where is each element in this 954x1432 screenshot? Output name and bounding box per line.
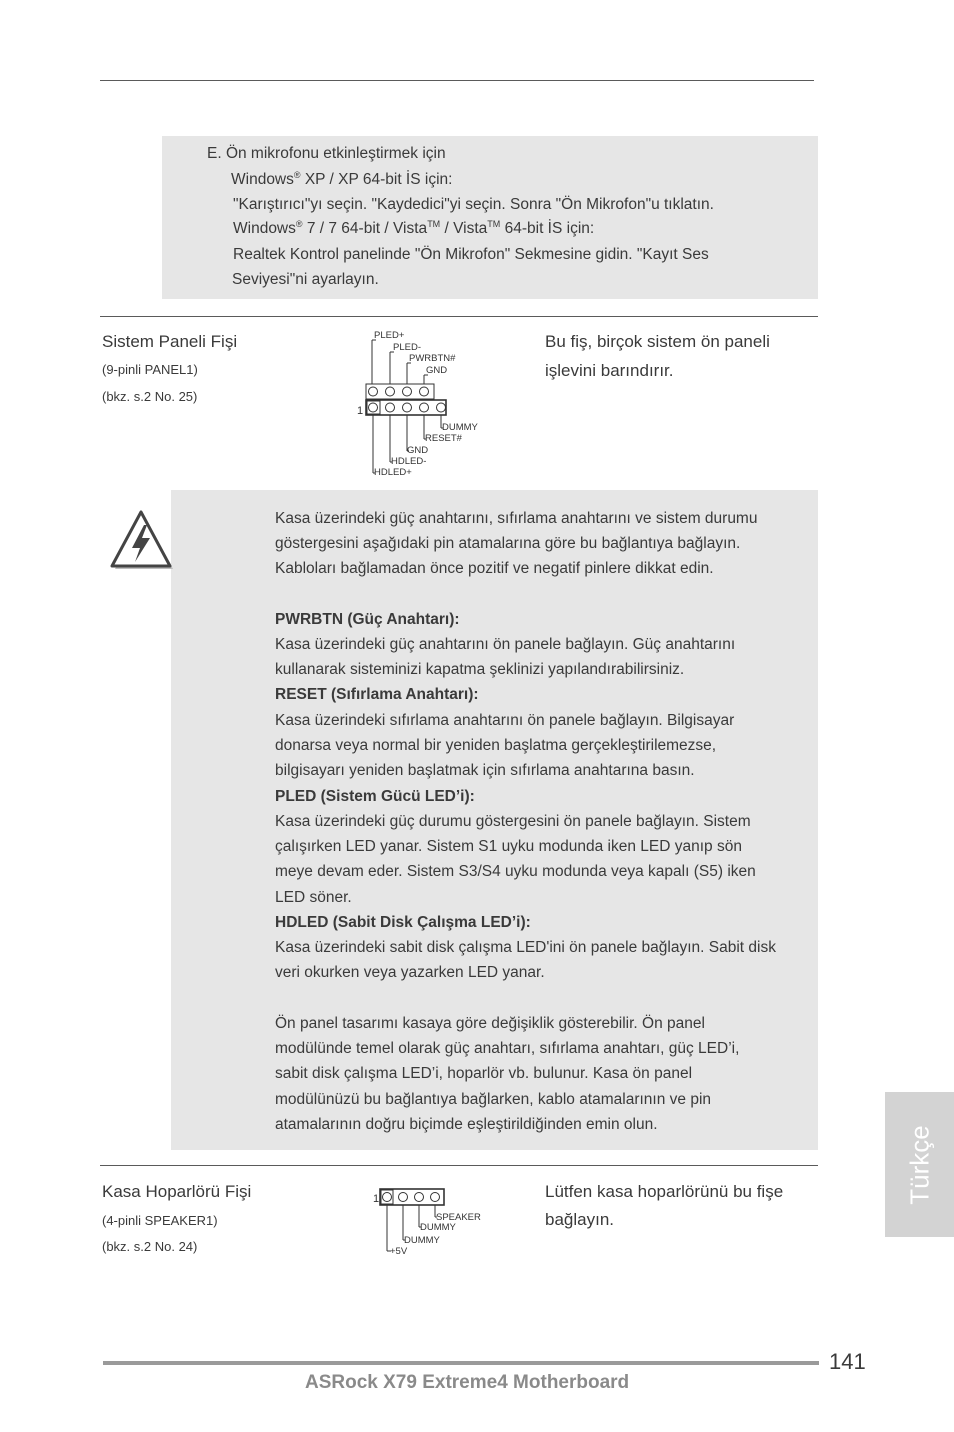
pwrbtn-text-2: kullanarak sisteminizi kapatma şeklinizi yapılandırabilirsiniz. bbox=[275, 661, 685, 678]
reset-text-2: donarsa veya normal bir yeniden başlatma gerçekleştirilemezse, bbox=[275, 737, 717, 754]
language-tab-label: Türkçe bbox=[904, 1124, 934, 1205]
page-number: 141 bbox=[829, 1349, 866, 1374]
hdled-minus-label: HDLED- bbox=[391, 456, 427, 467]
speaker-pin1-label: 1 bbox=[373, 1193, 380, 1205]
speaker-header-ref: (bkz. s.2 No. 24) bbox=[102, 1239, 198, 1254]
pin1-label: 1 bbox=[357, 405, 364, 417]
speaker-5v-label: +5V bbox=[390, 1246, 408, 1257]
pled-text-3: meye devam eder. Sistem S3/S4 uyku modunda veya kapalı (S5) iken bbox=[275, 863, 756, 880]
note-text-4: modülünüzü bu bağlantıya bağlarken, kablo atamalarının ve pin bbox=[275, 1091, 712, 1108]
pled-text-2: çalışırken LED yanar. Sistem S1 uyku modunda iken LED yanıp sön bbox=[275, 838, 742, 855]
panel-section-rule bbox=[100, 316, 818, 317]
note-text-2: modülünde temel olarak güç anahtarı, sıfırlama anahtarı, güç LED’i, bbox=[275, 1040, 740, 1057]
gnd-bottom-label: GND bbox=[407, 445, 429, 456]
note-text-1: Ön panel tasarımı kasaya göre değişiklik gösterebilir. Ön panel bbox=[275, 1015, 705, 1032]
speaker-dummy1-label: DUMMY bbox=[420, 1222, 456, 1233]
reset-label: RESET# bbox=[425, 433, 462, 444]
warning-intro-3: Kabloları bağlamadan önce pozitif ve negatif pinlere dikkat edin. bbox=[275, 560, 714, 577]
speaker-header-pins: (4-pinli SPEAKER1) bbox=[102, 1213, 218, 1228]
header-rule bbox=[100, 80, 814, 81]
mic-win7-instruction-1: Realtek Kontrol panelinde "Ön Mikrofon" Sekmesine gidin. "Kayıt Ses bbox=[233, 246, 709, 263]
mic-step-title: E. Ön mikrofonu etkinleştirmek için bbox=[207, 145, 446, 162]
panel-header-diagram bbox=[350, 326, 490, 481]
footer-bar bbox=[103, 1361, 819, 1365]
footer-title: ASRock X79 Extreme4 Motherboard bbox=[305, 1372, 630, 1393]
panel-header-pins: (9-pinli PANEL1) bbox=[102, 362, 198, 377]
hdled-text-1: Kasa üzerindeki sabit disk çalışma LED'ini ön panele bağlayın. Sabit disk bbox=[275, 939, 776, 956]
panel-description-2: işlevini barındırır. bbox=[545, 361, 674, 380]
reset-text-1: Kasa üzerindeki sıfırlama anahtarını ön panele bağlayın. Bilgisayar bbox=[275, 712, 735, 729]
pled-plus-label: PLED+ bbox=[374, 330, 405, 341]
speaker-description-2: bağlayın. bbox=[545, 1210, 614, 1229]
hdled-text-2: veri okurken veya yazarken LED yanar. bbox=[275, 964, 545, 981]
pled-minus-label: PLED- bbox=[393, 342, 421, 353]
mic-xp-heading: Windows® XP / XP 64-bit İS için: bbox=[231, 170, 453, 188]
speaker-label: SPEAKER bbox=[436, 1212, 481, 1223]
speaker-description-1: Lütfen kasa hoparlörünü bu fişe bbox=[545, 1182, 784, 1201]
speaker-section-rule bbox=[100, 1165, 818, 1166]
pwrbtn-title: PWRBTN (Güç Anahtarı): bbox=[275, 611, 460, 628]
note-text-5: atamalarının doğru biçimde eşleştirildiğinden emin olun. bbox=[275, 1116, 658, 1133]
language-tab bbox=[885, 1092, 954, 1237]
reset-title: RESET (Sıfırlama Anahtarı): bbox=[275, 686, 479, 703]
panel-header-title: Sistem Paneli Fişi bbox=[102, 332, 238, 351]
gnd-top-label: GND bbox=[426, 365, 448, 376]
speaker-header-title: Kasa Hoparlörü Fişi bbox=[102, 1182, 252, 1201]
mic-xp-instruction: "Karıştırıcı"yı seçin. "Kaydedici"yi seçin. Sonra "Ön Mikrofon"u tıklatın. bbox=[233, 196, 714, 213]
pled-title: PLED (Sistem Gücü LED’i): bbox=[275, 788, 475, 805]
warning-intro-1: Kasa üzerindeki güç anahtarını, sıfırlama anahtarını ve sistem durumu bbox=[275, 510, 758, 527]
speaker-header-diagram bbox=[370, 1184, 485, 1258]
mic-win7-heading: Windows® 7 / 7 64-bit / Vista™ / Vista™ 64-bit İS için: bbox=[233, 219, 595, 237]
note-text-3: sabit disk çalışma LED’i, hoparlör vb. bulunur. Kasa ön panel bbox=[275, 1065, 693, 1082]
pwrbtn-text-1: Kasa üzerindeki güç anahtarını ön panele bağlayın. Güç anahtarını bbox=[275, 636, 736, 653]
dummy-label: DUMMY bbox=[442, 422, 478, 433]
warning-intro-2: göstergesini aşağıdaki pin atamalarına göre bu bağlantıya bağlayın. bbox=[275, 535, 741, 552]
hdled-plus-label: HDLED+ bbox=[374, 467, 412, 478]
speaker-dummy2-label: DUMMY bbox=[404, 1235, 440, 1246]
reset-text-3: bilgisayarı yeniden başlatmak için sıfırlama anahtarına basın. bbox=[275, 762, 695, 779]
hdled-title: HDLED (Sabit Disk Çalışma LED’i): bbox=[275, 914, 531, 931]
pwrbtn-label: PWRBTN# bbox=[409, 353, 456, 364]
pled-text-1: Kasa üzerindeki güç durumu göstergesini ön panele bağlayın. Sistem bbox=[275, 813, 751, 830]
mic-win7-instruction-2: Seviyesi"ni ayarlayın. bbox=[232, 271, 379, 288]
warning-icon bbox=[108, 508, 174, 570]
panel-description-1: Bu fiş, birçok sistem ön paneli bbox=[545, 332, 770, 351]
pled-text-4: LED söner. bbox=[275, 889, 352, 906]
panel-header-ref: (bkz. s.2 No. 25) bbox=[102, 389, 198, 404]
